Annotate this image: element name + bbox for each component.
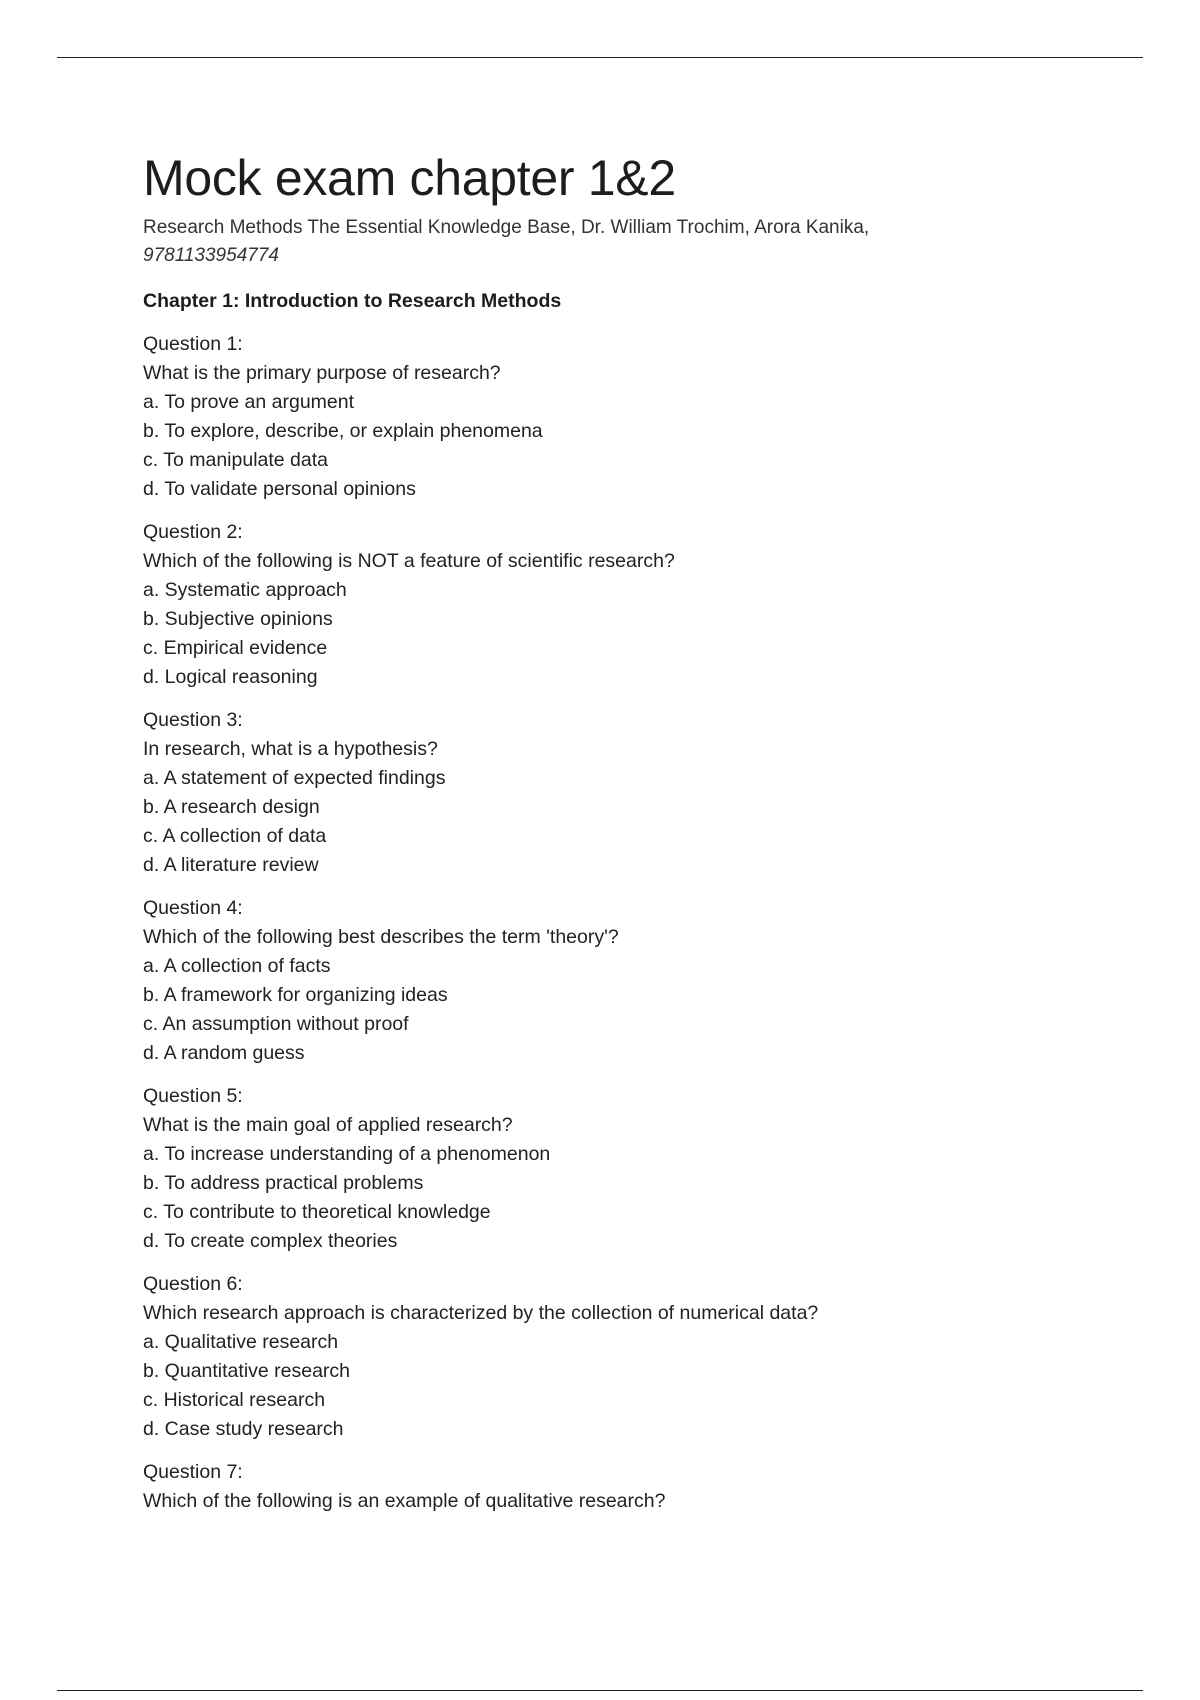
answer-option: b. Subjective opinions	[143, 608, 333, 630]
question-label: Question 6:	[143, 1273, 243, 1295]
question-label: Question 7:	[143, 1461, 243, 1483]
chapter-heading: Chapter 1: Introduction to Research Methods	[143, 290, 562, 312]
answer-option: a. Systematic approach	[143, 579, 347, 601]
question-block	[143, 518, 1143, 692]
answer-option: d. To validate personal opinions	[143, 478, 416, 500]
answer-option: b. A research design	[143, 796, 320, 818]
question-text: Which research approach is characterized by the collection of numerical data?	[143, 1302, 819, 1324]
answer-option: a. To prove an argument	[143, 391, 355, 413]
answer-option: c. To manipulate data	[143, 449, 329, 471]
answer-option: a. To increase understanding of a phenomenon	[143, 1143, 551, 1165]
top-rule	[57, 57, 1143, 58]
answer-option: c. A collection of data	[143, 825, 327, 847]
question-text: Which of the following best describes the term 'theory'?	[143, 926, 619, 948]
question-block	[143, 1458, 1143, 1516]
bottom-rule	[57, 1690, 1143, 1691]
answer-option: d. Case study research	[143, 1418, 344, 1440]
question-label: Question 2:	[143, 521, 243, 543]
question-label: Question 5:	[143, 1085, 243, 1107]
question-list	[143, 330, 1143, 1516]
question-text: What is the main goal of applied research?	[143, 1114, 513, 1136]
question-label: Question 3:	[143, 709, 243, 731]
answer-option: c. Historical research	[143, 1389, 326, 1411]
answer-option: a. A collection of facts	[143, 955, 331, 977]
answer-option: b. Quantitative research	[143, 1360, 351, 1382]
question-label: Question 4:	[143, 897, 243, 919]
question-text: In research, what is a hypothesis?	[143, 738, 438, 760]
answer-option: c. An assumption without proof	[143, 1013, 409, 1035]
question-label: Question 1:	[143, 333, 243, 355]
document-page	[143, 148, 1143, 1516]
question-text: What is the primary purpose of research?	[143, 362, 501, 384]
answer-option: a. Qualitative research	[143, 1331, 339, 1353]
answer-option: b. A framework for organizing ideas	[143, 984, 448, 1006]
answer-option: a. A statement of expected findings	[143, 767, 446, 789]
question-block	[143, 1082, 1143, 1256]
question-text: Which of the following is NOT a feature of scientific research?	[143, 550, 675, 572]
answer-option: d. Logical reasoning	[143, 666, 318, 688]
question-block	[143, 894, 1143, 1068]
answer-option: b. To explore, describe, or explain phenomena	[143, 420, 543, 442]
answer-option: d. To create complex theories	[143, 1230, 398, 1252]
question-text: Which of the following is an example of qualitative research?	[143, 1490, 666, 1512]
answer-option: c. To contribute to theoretical knowledge	[143, 1201, 491, 1223]
question-block	[143, 330, 1143, 504]
answer-option: c. Empirical evidence	[143, 637, 328, 659]
answer-option: d. A random guess	[143, 1042, 305, 1064]
question-block	[143, 1270, 1143, 1444]
answer-option: b. To address practical problems	[143, 1172, 424, 1194]
document-isbn: 9781133954774	[143, 245, 279, 266]
document-title: Mock exam chapter 1&2	[143, 150, 676, 206]
question-block	[143, 706, 1143, 880]
answer-option: d. A literature review	[143, 854, 319, 876]
document-subtitle: Research Methods The Essential Knowledge Base, Dr. William Trochim, Arora Kanika,	[143, 217, 870, 238]
